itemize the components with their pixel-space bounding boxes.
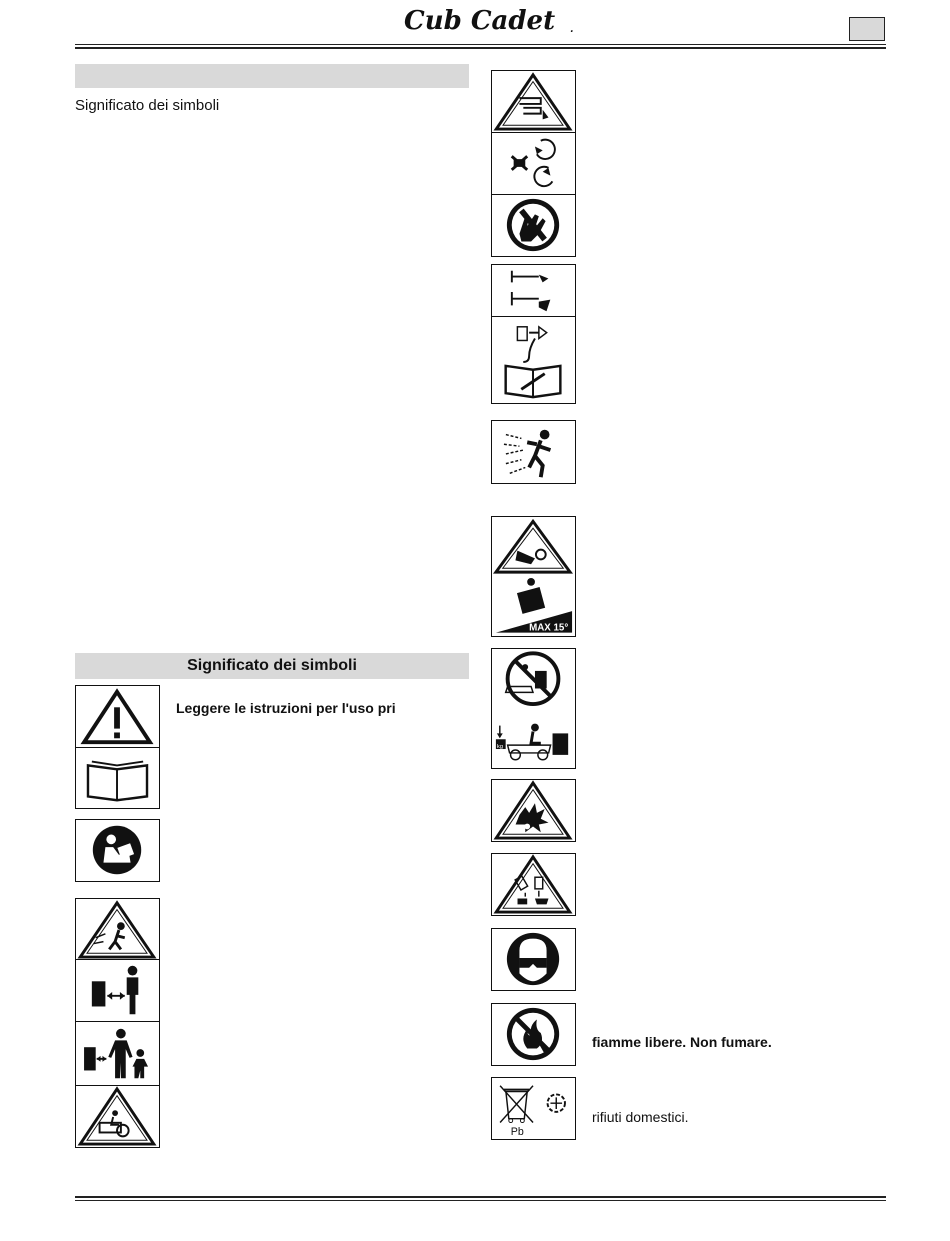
blade-adjustment-icon — [491, 264, 576, 317]
open-book-icon — [75, 747, 160, 809]
no-open-flames-icon — [491, 1003, 576, 1066]
header-rule — [75, 44, 886, 45]
thrown-objects-warning-icon — [75, 898, 160, 961]
read-manual-text: Leggere le istruzioni per l'uso pri — [176, 700, 396, 716]
corrosive-warning-icon — [491, 853, 576, 916]
section-subtitle: Significato dei simboli — [75, 97, 220, 114]
weight-kg-label: kg — [496, 744, 504, 751]
page-number-box — [849, 17, 885, 41]
keep-distance-person-icon — [75, 959, 160, 1022]
no-hands-icon — [491, 194, 576, 257]
read-manual-icon — [75, 819, 160, 882]
symbols-heading: Significato dei simboli — [75, 653, 469, 679]
blade-hazard-warning-icon — [491, 70, 576, 133]
run-over-warning-icon — [75, 1085, 160, 1148]
no-towing-load-icon — [491, 648, 576, 769]
fire-warning-text: fiamme libere. Non fumare. — [592, 1034, 772, 1050]
waste-disposal-text: rifiuti domestici. — [592, 1109, 689, 1125]
warning-triangle-icon — [75, 685, 160, 748]
section-header-band — [75, 64, 469, 88]
lead-pb-label: Pb — [510, 1126, 524, 1139]
rotating-blades-icon — [491, 132, 576, 195]
slope-warning-icon — [491, 516, 576, 637]
explosion-warning-icon — [491, 779, 576, 842]
keep-distance-bystanders-icon — [75, 1021, 160, 1086]
footer-rule — [75, 1200, 886, 1201]
thrown-objects-icon — [491, 420, 576, 484]
header-rule-thick — [75, 47, 886, 49]
brand-mark: . — [570, 24, 574, 35]
footer-rule-thick — [75, 1196, 886, 1198]
slope-max-label: MAX 15° — [529, 622, 569, 634]
cub-cadet-logo — [400, 4, 580, 36]
waste-disposal-icon — [491, 1077, 576, 1140]
brand-name: Cub Cadet — [404, 6, 556, 36]
maintenance-manual-icon — [491, 316, 576, 404]
eye-protection-icon — [491, 928, 576, 991]
